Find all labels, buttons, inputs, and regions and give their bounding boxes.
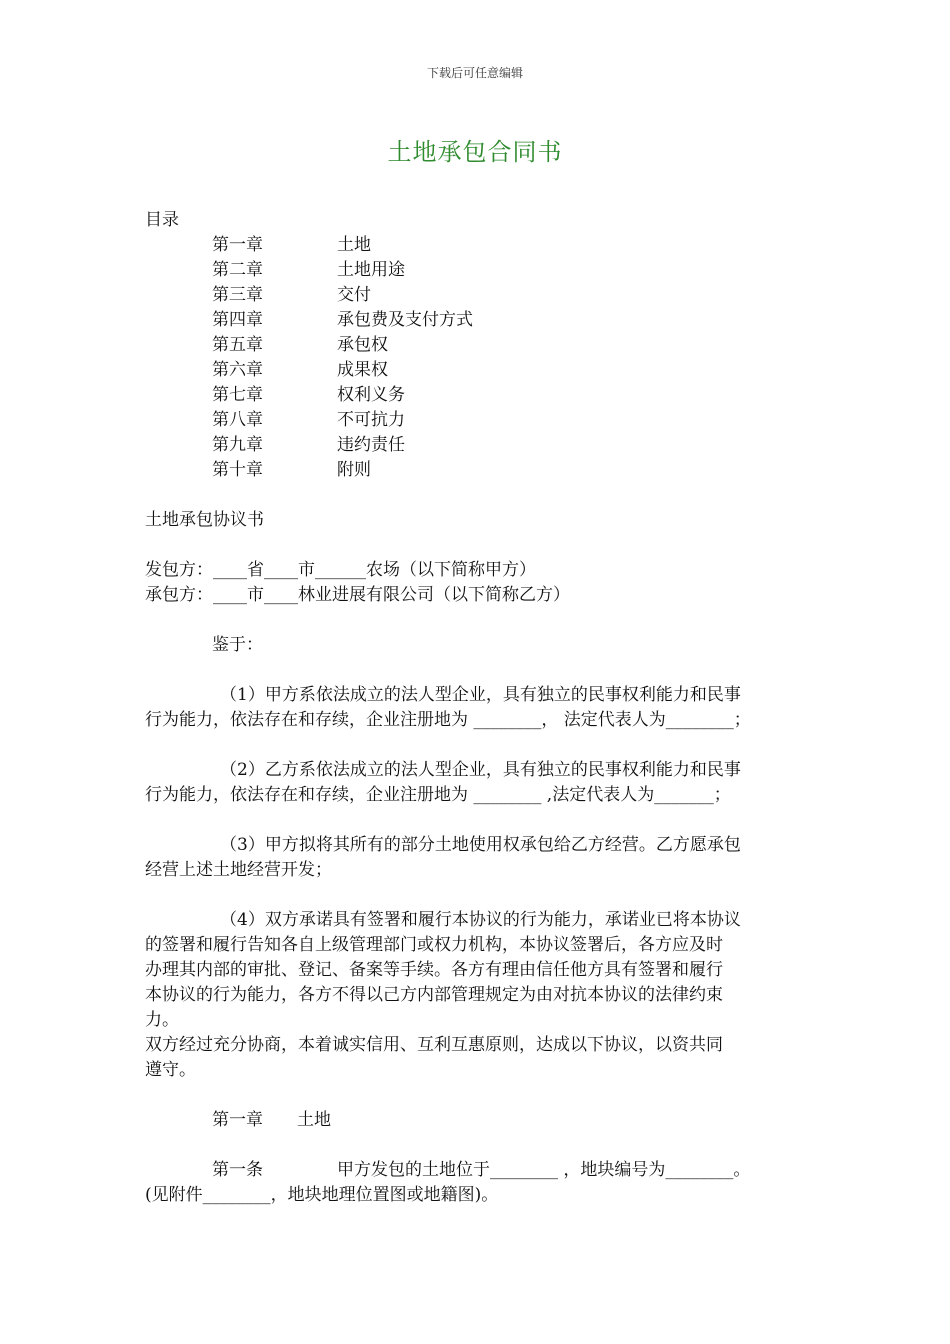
document-title: 土地承包合同书	[387, 138, 563, 166]
article-1-line: (见附件________，地块地理位置图或地籍图)。	[145, 1185, 499, 1205]
toc-row	[145, 433, 810, 458]
whereas-heading: 鉴于：	[212, 635, 263, 655]
toc-chapter-name: 土地用途	[337, 260, 405, 280]
toc-chapter: 第五章	[212, 335, 263, 355]
toc-chapter-name: 不可抗力	[337, 410, 405, 430]
toc-chapter-name: 交付	[337, 285, 371, 305]
toc-row	[145, 258, 810, 283]
document-body	[145, 208, 810, 1208]
toc-chapter: 第十章	[212, 460, 263, 480]
article-1	[145, 1158, 810, 1183]
clause-2-line: 行为能力，依法存在和存续，企业注册地为 ________ ,法定代表人为_______；	[145, 785, 731, 805]
table-of-contents	[145, 233, 810, 483]
toc-row	[145, 358, 810, 383]
toc-row	[145, 333, 810, 358]
toc-chapter-name: 权利义务	[337, 385, 405, 405]
clause-3-line: （3）甲方拟将其所有的部分土地使用权承包给乙方经营。乙方愿承包	[220, 835, 741, 855]
consensus-line: 遵守。	[145, 1060, 196, 1080]
toc-chapter: 第一章	[212, 235, 263, 255]
toc-label: 目录	[145, 210, 179, 230]
toc-chapter: 第九章	[212, 435, 263, 455]
page-header: 下载后可任意编辑	[426, 66, 523, 80]
party-b: 承包方：____市____林业进展有限公司（以下简称乙方）	[145, 585, 570, 605]
consensus-line: 双方经过充分协商，本着诚实信用、互利互惠原则，达成以下协议，以资共同	[145, 1035, 723, 1055]
toc-chapter: 第三章	[212, 285, 263, 305]
toc-chapter-name: 承包费及支付方式	[337, 310, 473, 330]
toc-chapter: 第二章	[212, 260, 263, 280]
article-1-label: 第一条	[212, 1160, 263, 1180]
clause-4-line: 的签署和履行告知各自上级管理部门或权力机构，本协议签署后，各方应及时	[145, 935, 723, 955]
clause-4-line: （4）双方承诺具有签署和履行本协议的行为能力，承诺业已将本协议	[220, 910, 741, 930]
toc-chapter: 第六章	[212, 360, 263, 380]
clause-1-line: 行为能力，依法存在和存续，企业注册地为 ________， 法定代表人为________；	[145, 710, 751, 730]
toc-row	[145, 308, 810, 333]
clause-3-line: 经营上述土地经营开发；	[145, 860, 332, 880]
toc-chapter-name: 违约责任	[337, 435, 405, 455]
toc-chapter-name: 成果权	[337, 360, 388, 380]
toc-row	[145, 383, 810, 408]
toc-chapter-name: 承包权	[337, 335, 388, 355]
toc-chapter: 第八章	[212, 410, 263, 430]
clause-2-line: （2）乙方系依法成立的法人型企业，具有独立的民事权利能力和民事	[220, 760, 741, 780]
toc-chapter: 第四章	[212, 310, 263, 330]
agreement-title: 土地承包协议书	[145, 510, 264, 530]
toc-chapter-name: 附则	[337, 460, 371, 480]
clause-4-line: 力。	[145, 1010, 179, 1030]
clause-1-line: （1）甲方系依法成立的法人型企业，具有独立的民事权利能力和民事	[220, 685, 741, 705]
toc-row	[145, 233, 810, 258]
party-a: 发包方：____省____市______农场（以下简称甲方）	[145, 560, 536, 580]
toc-row	[145, 458, 810, 483]
toc-chapter-name: 土地	[337, 235, 371, 255]
toc-row	[145, 408, 810, 433]
clause-4-line: 办理其内部的审批、登记、备案等手续。各方有理由信任他方具有签署和履行	[145, 960, 723, 980]
toc-chapter: 第七章	[212, 385, 263, 405]
chapter-1-heading: 第一章 土地	[212, 1110, 331, 1130]
clause-4-line: 本协议的行为能力，各方不得以己方内部管理规定为由对抗本协议的法律约束	[145, 985, 723, 1005]
toc-row	[145, 283, 810, 308]
article-1-text: 甲方发包的土地位于________ ，地块编号为________。	[337, 1160, 751, 1180]
